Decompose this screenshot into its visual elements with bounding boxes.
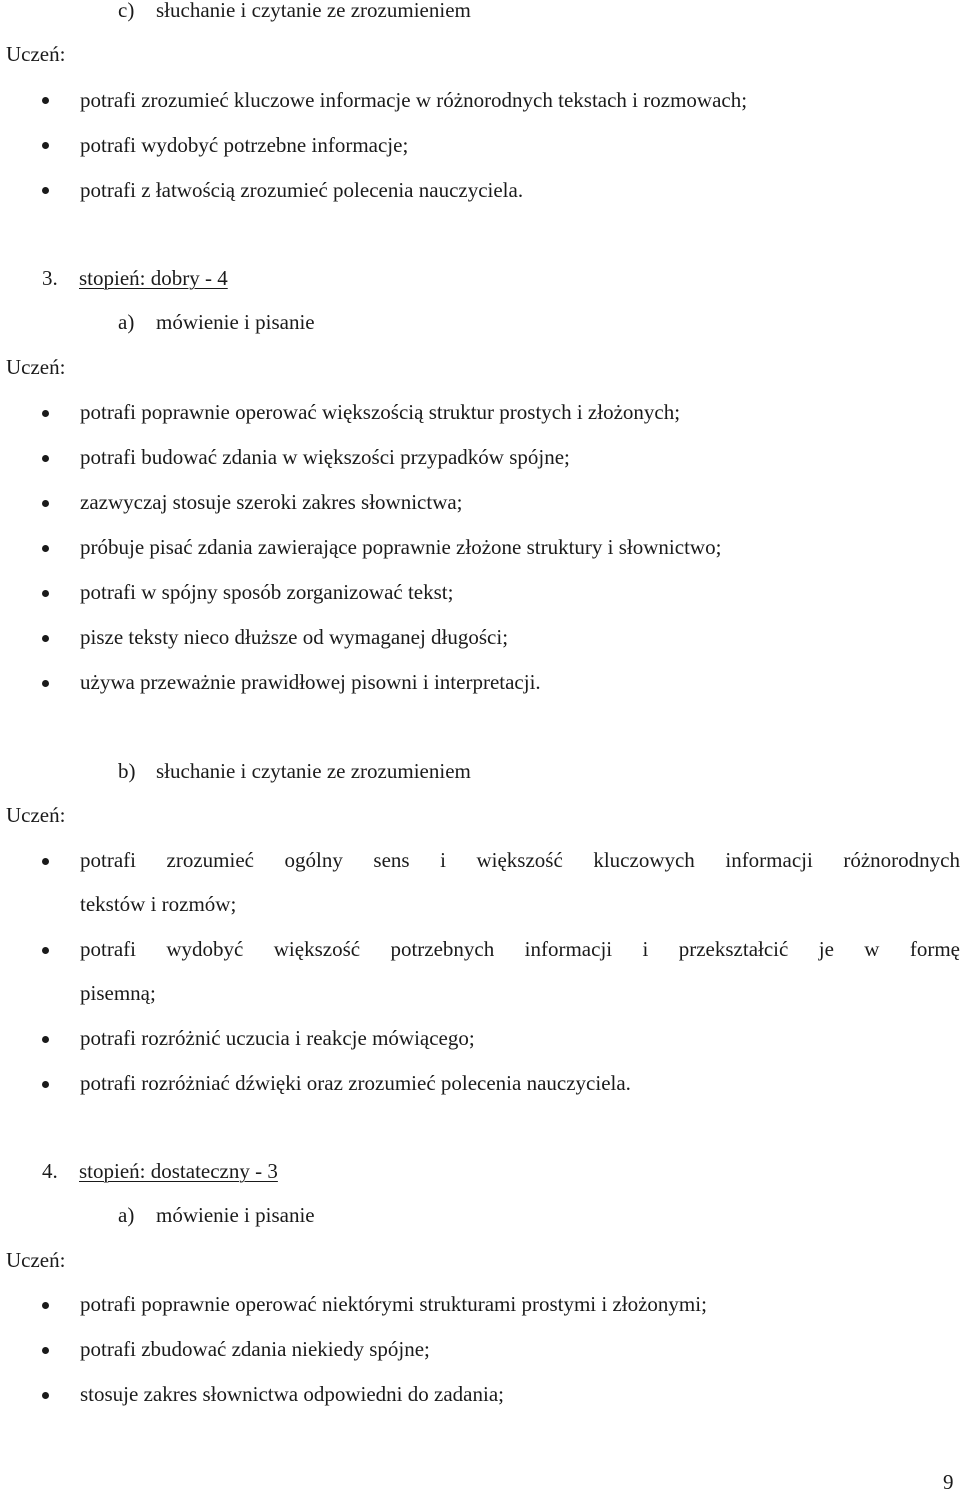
grade-title: stopień: dostateczny - 3	[79, 1159, 278, 1183]
grade-number: 3.	[42, 266, 58, 290]
bullet-icon	[42, 680, 49, 687]
bullet-icon	[42, 455, 49, 462]
subsection-heading	[118, 0, 471, 22]
student-label: Uczeń:	[6, 355, 66, 379]
list-item: potrafi rozróżnić uczucia i reakcje mówiącego;	[80, 1026, 475, 1050]
list-item: pisze teksty nieco dłuższe od wymaganej długości;	[80, 625, 509, 649]
list-item: potrafi zrozumieć kluczowe informacje w różnorodnych tekstach i rozmowach;	[80, 88, 748, 112]
list-item: potrafi z łatwością zrozumieć polecenia nauczyciela.	[80, 178, 524, 202]
bullet-icon	[42, 1347, 49, 1354]
subsection-letter: b)	[118, 759, 136, 783]
list-item: zazwyczaj stosuje szeroki zakres słownictwa;	[80, 490, 463, 514]
bullet-icon	[42, 1302, 49, 1309]
subsection-letter: c)	[118, 0, 135, 22]
bullet-icon	[42, 1392, 49, 1399]
bullet-icon	[42, 97, 49, 104]
bullet-icon	[42, 947, 49, 954]
list-item: potrafi wydobyć potrzebne informacje;	[80, 133, 409, 157]
bullet-icon	[42, 1036, 49, 1043]
list-item: potrafi poprawnie operować niektórymi strukturami prostymi i złożonymi;	[80, 1292, 707, 1316]
bullet-icon	[42, 590, 49, 597]
subsection-letter: a)	[118, 310, 135, 334]
list-item-line: potrafi zrozumieć ogólny sens i większość kluczowych informacji różnorodnych	[80, 848, 960, 872]
list-item: potrafi w spójny sposób zorganizować tekst;	[80, 580, 454, 604]
list-item: używa przeważnie prawidłowej pisowni i interpretacji.	[80, 670, 541, 694]
list-item: próbuje pisać zdania zawierające poprawnie złożone struktury i słownictwo;	[80, 535, 722, 559]
grade-heading	[42, 1159, 278, 1183]
grade-number: 4.	[42, 1159, 58, 1183]
list-item-continuation: pisemną;	[80, 981, 156, 1005]
list-item-line: potrafi wydobyć większość potrzebnych informacji i przekształcić je w formę	[80, 937, 960, 961]
subsection-heading	[118, 1203, 315, 1227]
list-item: stosuje zakres słownictwa odpowiedni do zadania;	[80, 1382, 504, 1406]
list-item-continuation: tekstów i rozmów;	[80, 892, 237, 916]
subsection-title: mówienie i pisanie	[156, 310, 315, 334]
subsection-heading	[118, 759, 471, 783]
student-label: Uczeń:	[6, 42, 66, 66]
grade-heading	[42, 266, 228, 290]
subsection-title: mówienie i pisanie	[156, 1203, 315, 1227]
bullet-icon	[42, 142, 49, 149]
subsection-title: słuchanie i czytanie ze zrozumieniem	[156, 759, 471, 783]
subsection-heading	[118, 310, 315, 334]
grade-title: stopień: dobry - 4	[79, 266, 228, 290]
list-item: potrafi budować zdania w większości przypadków spójne;	[80, 445, 570, 469]
bullet-icon	[42, 500, 49, 507]
subsection-title: słuchanie i czytanie ze zrozumieniem	[156, 0, 471, 22]
list-item: potrafi zbudować zdania niekiedy spójne;	[80, 1337, 430, 1361]
bullet-icon	[42, 410, 49, 417]
list-item: potrafi rozróżniać dźwięki oraz zrozumieć polecenia nauczyciela.	[80, 1071, 631, 1095]
student-label: Uczeń:	[6, 1248, 66, 1272]
subsection-letter: a)	[118, 1203, 135, 1227]
bullet-icon	[42, 858, 49, 865]
list-item: potrafi poprawnie operować większością struktur prostych i złożonych;	[80, 400, 681, 424]
bullet-icon	[42, 545, 49, 552]
page-number: 9	[943, 1470, 954, 1494]
bullet-icon	[42, 635, 49, 642]
student-label: Uczeń:	[6, 803, 66, 827]
bullet-icon	[42, 187, 49, 194]
bullet-icon	[42, 1081, 49, 1088]
